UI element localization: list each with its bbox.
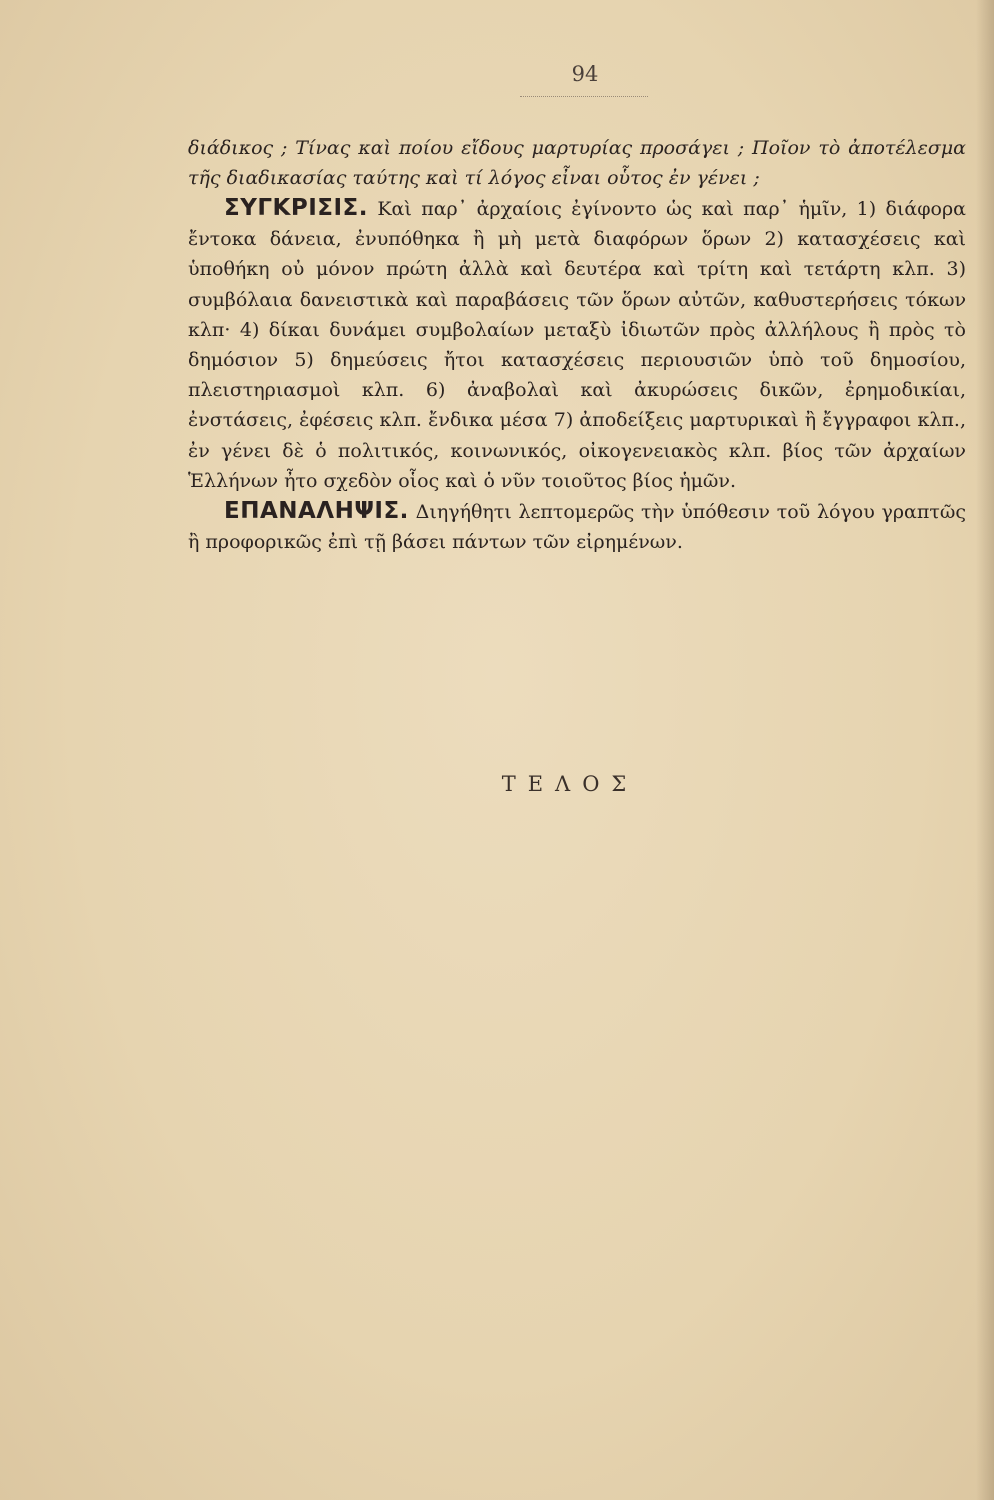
synkrisis-heading: ΣΥΓΚΡΙΣΙΣ. — [224, 195, 368, 221]
body-text — [188, 193, 966, 557]
epanalepsis-heading: ΕΠΑΝΑΛΗΨΙΣ. — [224, 498, 409, 525]
epanalepsis-text: Διηγήθητι λεπτομερῶς τὴν ὑπόθεσιν τοῦ λόγου γραπτῶς ἢ προφορικῶς ἐπὶ τῇ βάσει πάντων τῶν εἰρημένων. — [188, 501, 966, 554]
epanalepsis-paragraph — [188, 496, 966, 557]
review-question: διάδικος ; Τίνας καὶ ποίου εἴδους μαρτυρίας προσάγει ; Ποῖον τὸ ἀποτέλεσμα τῆς διαδικασίας ταύτης καὶ τί λόγος εἶναι οὗτος ἐν γένει ; — [188, 137, 966, 189]
page-edge-shadow — [976, 0, 994, 1500]
header-rule — [520, 96, 648, 97]
synkrisis-text: Καὶ παρ᾽ ἀρχαίοις ἐγίνοντο ὡς καὶ παρ᾽ ἡμῖν, 1) διάφορα ἔντοκα δάνεια, ἐνυπόθηκα ἢ μὴ μετὰ διαφόρων ὅρων 2) κατασχέσεις καὶ ὑποθήκη οὐ μόνον πρώτη ἀλλὰ καὶ δευτέρα καὶ τρίτη καὶ τετάρτη κλπ. 3) συμβόλαια δανειστικὰ καὶ παραβάσεις τῶν ὅρων αὐτῶν, καθυστερήσεις τόκων κλπ· 4) δίκαι δυνάμει συμβολαίων μεταξὺ ἰδιωτῶν πρὸς ἀλλήλους ἢ πρὸς τὸ δημόσιον 5) δημεύσεις ἤτοι κατασχέσεις περιουσιῶν ὑπὸ τοῦ δημοσίου, πλειστηριασμοὶ κλπ. 6) ἀναβολαὶ καὶ ἀκυρώσεις δικῶν, ἐρημοδικίαι, ἐνστάσεις, ἐφέσεις κλπ. ἔνδικα μέσα 7) ἀποδείξεις μαρτυρικαὶ ἢ ἔγγραφοι κλπ., ἐν γένει δὲ ὁ πολιτικός, κοινωνικός, οἰκογενειακὸς κλπ. βίος τῶν ἀρχαίων Ἑλλήνων ἦτο σχεδὸν οἷος καὶ ὁ νῦν τοιοῦτος βίος ἡμῶν. — [188, 198, 966, 492]
page-number: 94 — [571, 62, 599, 86]
end-mark: ΤΕΛΟΣ — [501, 772, 639, 796]
synkrisis-paragraph — [188, 193, 966, 496]
